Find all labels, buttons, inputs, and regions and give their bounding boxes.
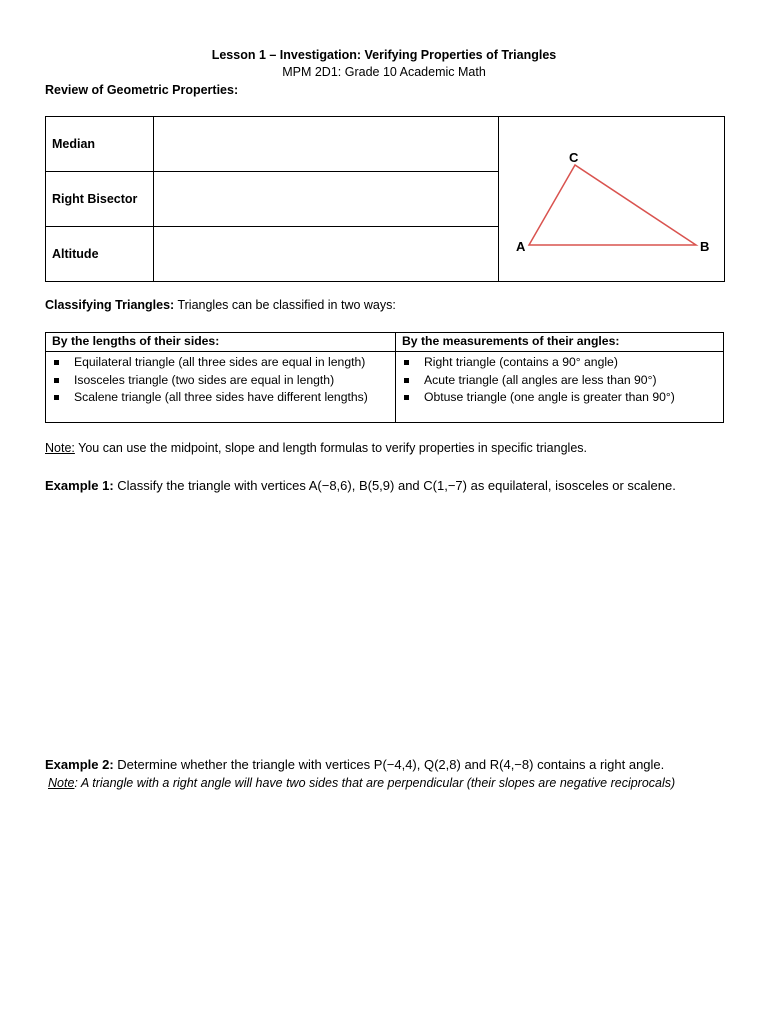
- review-heading: Review of Geometric Properties:: [45, 83, 239, 97]
- example-2-label: Example 2:: [45, 757, 114, 772]
- vertex-label-b: B: [700, 239, 710, 254]
- list-item: Right triangle (contains a 90° angle): [402, 354, 717, 372]
- triangle-abc: [529, 165, 696, 245]
- example-1: [45, 478, 676, 493]
- classifying-heading: Classifying Triangles:: [45, 298, 175, 312]
- triangle-figure-cell: [499, 117, 725, 282]
- list-item: Acute triangle (all angles are less than 90°): [402, 372, 717, 390]
- square-bullet-icon: [404, 395, 409, 400]
- classifying-intro: [45, 298, 396, 312]
- example-1-text: Classify the triangle with vertices A(−8,6), B(5,9) and C(1,−7) as equilateral, isosceles or scalene.: [113, 478, 676, 493]
- square-bullet-icon: [54, 395, 59, 400]
- altitude-label: Altitude: [46, 227, 154, 282]
- sides-column-header: By the lengths of their sides:: [46, 333, 396, 352]
- square-bullet-icon: [404, 378, 409, 383]
- angles-column-header: By the measurements of their angles:: [396, 333, 724, 352]
- altitude-answer-cell: [154, 227, 499, 282]
- note-2-label: Note: [48, 776, 75, 790]
- angles-column: [396, 352, 724, 423]
- note-text: You can use the midpoint, slope and length formulas to verify properties in specific triangles.: [74, 441, 587, 455]
- median-label: Median: [46, 117, 154, 172]
- example-2-text: Determine whether the triangle with vertices P(−4,4), Q(2,8) and R(4,−8) contains a right angle.: [113, 757, 665, 772]
- triangle-figure: [499, 117, 724, 278]
- note-formulas: [45, 441, 587, 455]
- properties-table: [45, 116, 725, 282]
- classifying-text: Triangles can be classified in two ways:: [174, 298, 396, 312]
- course-subtitle: MPM 2D1: Grade 10 Academic Math: [282, 65, 486, 79]
- median-answer-cell: [154, 117, 499, 172]
- note-2-text: : A triangle with a right angle will have two sides that are perpendicular (their slopes are negative reciprocals): [74, 776, 676, 790]
- example-1-label: Example 1:: [45, 478, 114, 493]
- square-bullet-icon: [404, 360, 409, 365]
- right-bisector-answer-cell: [154, 172, 499, 227]
- example-2: [45, 757, 664, 772]
- list-item: Scalene triangle (all three sides have different lengths): [52, 389, 389, 407]
- vertex-label-c: C: [569, 150, 579, 165]
- right-bisector-label: Right Bisector: [46, 172, 154, 227]
- lesson-title: Lesson 1 – Investigation: Verifying Properties of Triangles: [211, 48, 557, 62]
- note-label: Note:: [45, 441, 75, 455]
- square-bullet-icon: [54, 360, 59, 365]
- sides-column: [46, 352, 396, 423]
- classification-table: [45, 332, 724, 423]
- list-item: Equilateral triangle (all three sides are equal in length): [52, 354, 389, 372]
- square-bullet-icon: [54, 378, 59, 383]
- vertex-label-a: A: [516, 239, 526, 254]
- list-item: Isosceles triangle (two sides are equal in length): [52, 372, 389, 390]
- list-item: Obtuse triangle (one angle is greater than 90°): [402, 389, 717, 407]
- note-right-angle: [48, 776, 675, 790]
